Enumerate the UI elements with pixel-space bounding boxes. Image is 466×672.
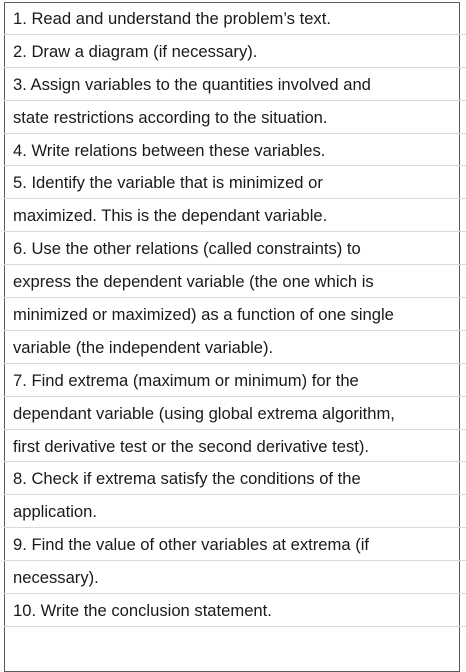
step-line: minimized or maximized) as a function of one single	[4, 298, 466, 331]
step-line: 6. Use the other relations (called constraints) to	[4, 232, 466, 265]
steps-list	[4, 2, 466, 627]
step-line: state restrictions according to the situation.	[4, 101, 466, 134]
step-line: 10. Write the conclusion statement.	[4, 594, 466, 627]
step-line: 8. Check if extrema satisfy the conditions of the	[4, 462, 466, 495]
step-line: express the dependent variable (the one which is	[4, 265, 466, 298]
step-line: 5. Identify the variable that is minimized or	[4, 166, 466, 199]
step-line: 2. Draw a diagram (if necessary).	[4, 35, 466, 68]
step-line: dependant variable (using global extrema algorithm,	[4, 397, 466, 430]
step-line: application.	[4, 495, 466, 528]
step-line: variable (the independent variable).	[4, 331, 466, 364]
step-line: 9. Find the value of other variables at extrema (if	[4, 528, 466, 561]
step-line: 7. Find extrema (maximum or minimum) for the	[4, 364, 466, 397]
step-line: 4. Write relations between these variables.	[4, 134, 466, 167]
step-line: maximized. This is the dependant variable.	[4, 199, 466, 232]
step-line: 3. Assign variables to the quantities involved and	[4, 68, 466, 101]
step-line: 1. Read and understand the problem’s text.	[4, 2, 466, 35]
step-line: necessary).	[4, 561, 466, 594]
step-line: first derivative test or the second derivative test).	[4, 430, 466, 463]
